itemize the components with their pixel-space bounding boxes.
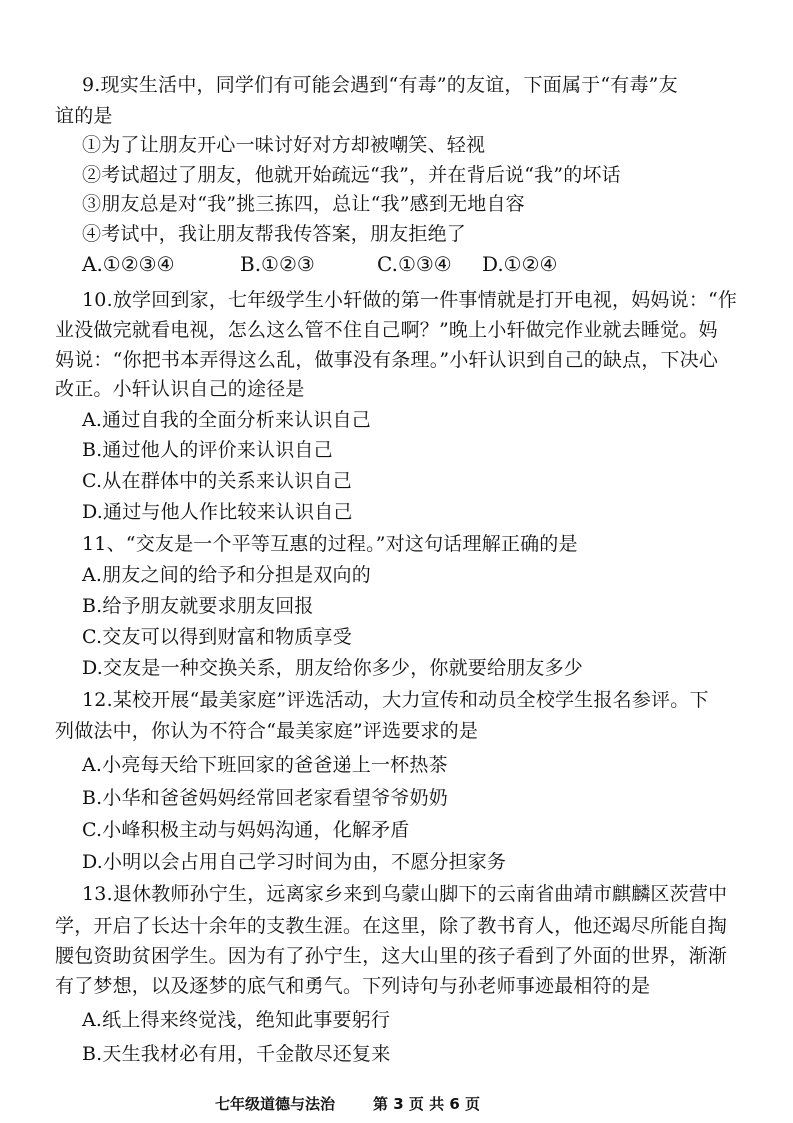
footer-page-number: 第 3 页 共 6 页: [373, 1095, 480, 1113]
q13-stem-line-1: 13.退休教师孙宁生，远离家乡来到乌蒙山脚下的云南省曲靖市麒麟区茨营中: [82, 883, 728, 905]
q9-item-4: ④考试中，我让朋友帮我传答案，朋友拒绝了: [82, 223, 467, 245]
q9-stem-line-2: 谊的是: [55, 105, 113, 127]
q12-stem-line-2: 列做法中，你认为不符合“最美家庭”评选要求的是: [55, 720, 479, 742]
q9-option-a: A.①②③④: [82, 252, 175, 276]
q9-item-2: ②考试超过了朋友，他就开始疏远“我”，并在背后说“我”的坏话: [82, 164, 621, 186]
q10-stem-line-1: 10.放学回到家，七年级学生小轩做的第一件事情就是打开电视，妈妈说：“作: [82, 289, 738, 311]
q13-option-a: A.纸上得来终觉浅，绝知此事要躬行: [82, 1009, 391, 1031]
q9-option-d: D.①②④: [482, 252, 558, 276]
q11-option-a: A.朋友之间的给予和分担是双向的: [82, 564, 371, 586]
q11-option-d: D.交友是一种交换关系，朋友给你多少，你就要给朋友多少: [82, 657, 583, 679]
q13-option-b: B.天生我材必有用，千金散尽还复来: [82, 1043, 391, 1065]
q9-option-c: C.①③④: [377, 252, 452, 276]
q12-option-d: D.小明以会占用自己学习时间为由，不愿分担家务: [82, 851, 507, 873]
footer-subject: 七年级道德与法治: [215, 1095, 336, 1113]
q10-option-c: C.从在群体中的关系来认识自己: [82, 470, 352, 492]
q11-option-b: B.给予朋友就要求朋友回报: [82, 595, 314, 617]
q13-stem-line-2: 学，开启了长达十余年的支教生涯。在这里，除了教书育人，他还竭尽所能自掏: [55, 915, 728, 937]
q12-option-b: B.小华和爸爸妈妈经常回老家看望爷爷奶奶: [82, 787, 449, 809]
q9-options: [82, 251, 682, 277]
q9-item-3: ③朋友总是对“我”挑三拣四，总让“我”感到无地自容: [82, 193, 525, 215]
q10-option-b: B.通过他人的评价来认识自己: [82, 439, 333, 461]
q13-stem-line-3: 腰包资助贫困学生。因为有了孙宁生，这大山里的孩子看到了外面的世界，渐渐: [55, 945, 728, 967]
q12-option-c: C.小峰积极主动与妈妈沟通，化解矛盾: [82, 819, 410, 841]
q9-item-1: ①为了让朋友开心一味讨好对方却被嘲笑、轻视: [82, 134, 486, 156]
q10-stem-line-4: 改正。小轩认识自己的途径是: [55, 378, 305, 400]
q10-option-d: D.通过与他人作比较来认识自己: [82, 501, 353, 523]
q13-stem-line-4: 有了梦想，以及逐梦的底气和勇气。下列诗句与孙老师事迹最相符的是: [55, 975, 651, 997]
q10-stem-line-3: 妈说：“你把书本弄得这么乱，做事没有条理。”小轩认识到自己的缺点，下决心: [55, 349, 719, 371]
q9-option-b: B.①②③: [240, 252, 315, 276]
q11-stem: 11、“交友是一个平等互惠的过程。”对这句话理解正确的是: [82, 533, 578, 555]
q10-option-a: A.通过自我的全面分析来认识自己: [82, 409, 371, 431]
q9-stem-line-1: 9.现实生活中，同学们有可能会遇到“有毒”的友谊，下面属于“有毒”友: [82, 74, 678, 96]
q12-option-a: A.小亮每天给下班回家的爸爸递上一杯热茶: [82, 754, 448, 776]
q11-option-c: C.交友可以得到财富和物质享受: [82, 626, 352, 648]
q12-stem-line-1: 12.某校开展“最美家庭”评选活动，大力宣传和动员全校学生报名参评。下: [82, 689, 709, 711]
q10-stem-line-2: 业没做完就看电视，怎么这么管不住自己啊？”晚上小轩做完作业就去睡觉。妈: [55, 319, 718, 341]
